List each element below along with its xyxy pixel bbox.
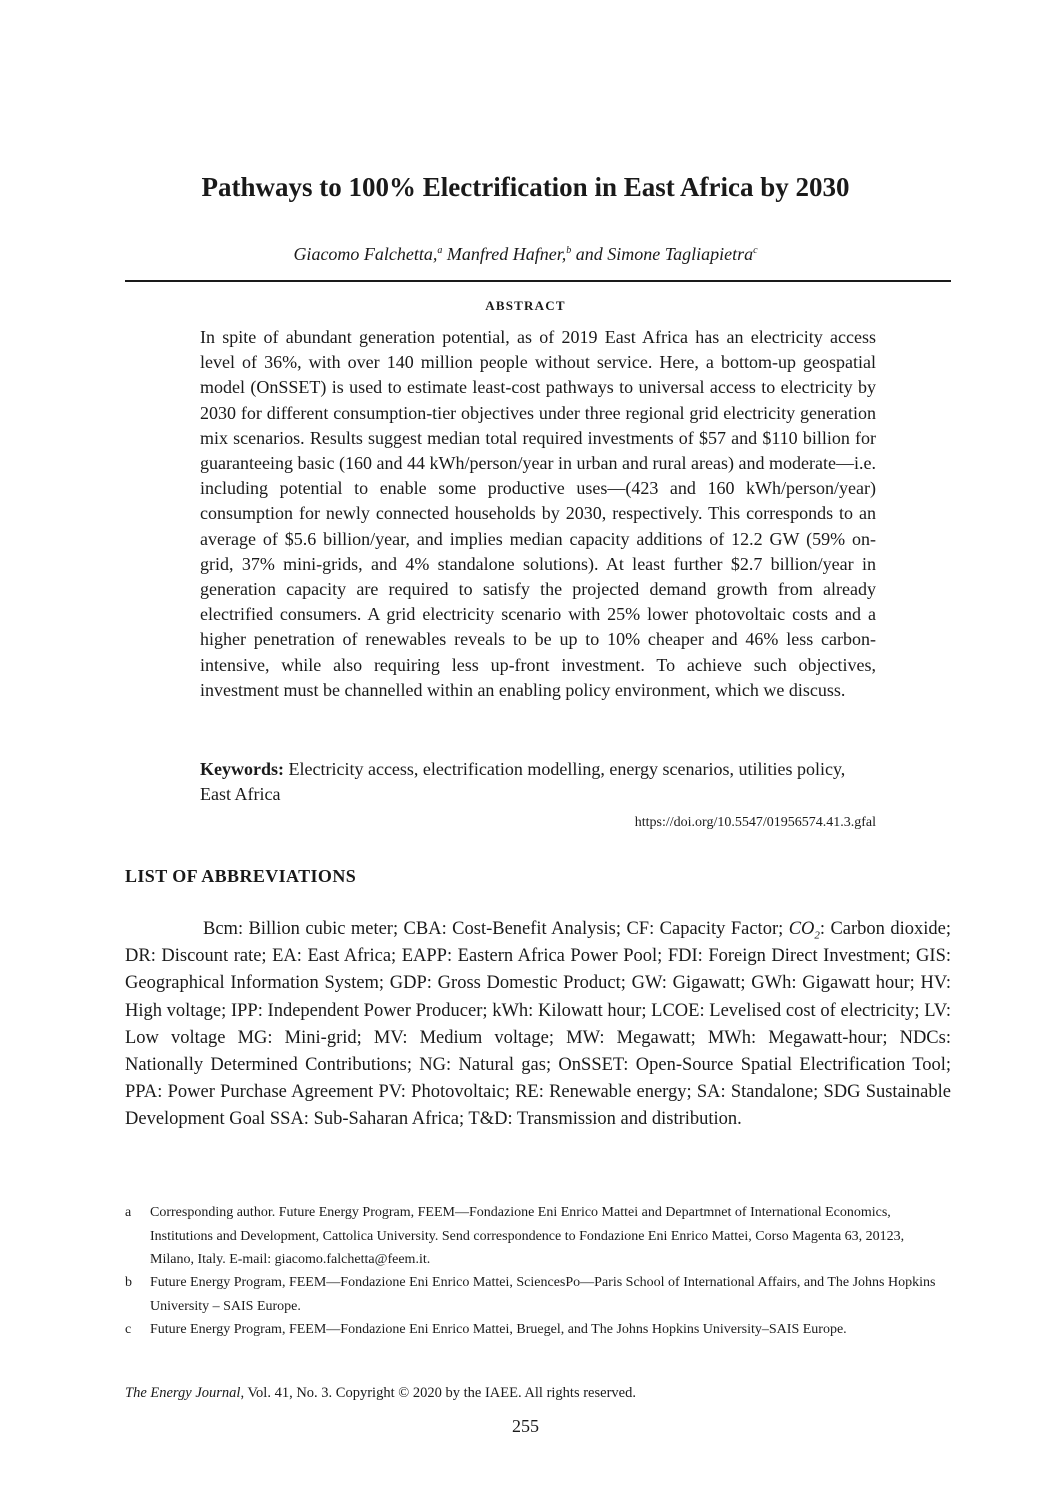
footnote-text: Future Energy Program, FEEM—Fondazione Eni Enrico Mattei, Bruegel, and The Johns Hopkins University–SAIS Europe. xyxy=(150,1322,847,1337)
author-name: Giacomo Falchetta, xyxy=(293,244,438,264)
footnote-b xyxy=(125,1271,951,1318)
paper-title: Pathways to 100% Electrification in East Africa by 2030 xyxy=(201,172,850,202)
footnote-c xyxy=(125,1318,951,1342)
author-affiliation-mark: a xyxy=(437,245,443,256)
keywords-paragraph xyxy=(200,757,876,807)
footnote-mark: b xyxy=(125,1275,132,1290)
abbreviations-text-part: : Carbon dioxide; DR: Discount rate; EA: East Africa; EAPP: Eastern Africa Power Pool; FDI: Foreign Direct Investment; GIS: Geographical Information System; GDP: Gross Domestic Product; GW: Gigawatt; GWh: Gigawatt hour; HV: High voltage; IPP: Independent Power Producer; kWh: Kilowatt hour; LCOE: Levelised cost of electricity; LV: Low voltage MG: Mini-grid; MV: Medium voltage; MW: Megawatt; MWh: Megawatt-hour; NDCs: Nationally Determined Contributions; NG: Natural gas; OnSSET: Open-Source Spatial Electrification Tool; PPA: Power Purchase Agreement PV: Photovoltaic; RE: Renewable energy; SA: Standalone; SDG Sustainable Development Goal SSA: Sub-Saharan Africa; T&D: Transmission and distribution. xyxy=(125,919,951,1130)
co2-subscript: 2 xyxy=(814,929,820,942)
abbreviations-paragraph xyxy=(125,916,951,1134)
header-divider xyxy=(125,280,951,282)
keywords-list: Electricity access, electrification modelling, energy scenarios, utilities policy, East Africa xyxy=(200,759,846,805)
section-heading-abbreviations: LIST OF ABBREVIATIONS xyxy=(125,866,357,886)
doi-link[interactable]: https://doi.org/10.5547/01956574.41.3.gfal xyxy=(634,815,876,830)
abstract-text: In spite of abundant generation potential, as of 2019 East Africa has an electricity access level of 36%, with over 140 million people without service. Here, a bottom-up geospatial model (OnSSET) is used to estimate least-cost pathways to universal access to electricity by 2030 for different consumption-tier objectives under three regional grid electricity generation mix scenarios. Results suggest median total required investments of $57 and $110 billion for guaranteeing basic (160 and 44 kWh/person/year in urban and rural areas) and moderate—i.e. including potential to enable some productive uses—(423 and 160 kWh/person/year) consumption for newly connected households by 2030, respectively. This corresponds to an average of $5.6 billion/year, and implies median capacity additions of 12.2 GW (59% on-grid, 37% mini-grids, and 4% standalone solutions). At least further $2.7 billion/year in generation capacity are required to satisfy the projected demand growth from already electrified consumers. A grid electricity scenario with 25% lower photovoltaic costs and a higher penetration of renewables reveals to be up to 10% cheaper and 46% less carbon-intensive, while also requiring less up-front investment. To achieve such objectives, investment must be channelled within an enabling policy environment, which we discuss. xyxy=(200,327,876,700)
page-number: 255 xyxy=(512,1416,539,1436)
footnote-mark: c xyxy=(125,1322,132,1337)
footnote-text: Corresponding author. Future Energy Program, FEEM—Fondazione Eni Enrico Mattei and Departmnet of International Economics, Institutions and Development, Cattolica University. Send correspondence to Fondazione Eni Enrico Mattei, Corso Magenta 63, 20123, Milano, Italy. E-mail: giacomo.falchetta@feem.it. xyxy=(150,1205,905,1267)
author-name: Manfred Hafner, xyxy=(446,244,567,264)
keywords-label: Keywords: xyxy=(200,759,284,779)
footnote-a xyxy=(125,1201,951,1272)
abstract-heading: ABSTRACT xyxy=(485,298,566,313)
footnote-mark: a xyxy=(125,1205,132,1220)
journal-name: The Energy Journal xyxy=(125,1385,241,1401)
co2-symbol xyxy=(788,919,820,942)
journal-citation xyxy=(125,1385,951,1402)
author-affiliation-mark: b xyxy=(566,245,572,256)
co2-base: CO xyxy=(788,919,815,939)
author-name: and Simone Tagliapietra xyxy=(575,244,754,264)
abbreviations-text-part: Bcm: Billion cubic meter; CBA: Cost-Benefit Analysis; CF: Capacity Factor; xyxy=(203,919,789,939)
journal-details: , Vol. 41, No. 3. Copyright © 2020 by the IAEE. All rights reserved. xyxy=(240,1385,636,1401)
footnote-text: Future Energy Program, FEEM—Fondazione Eni Enrico Mattei, SciencesPo—Paris School of International Affairs, and The Johns Hopkins University – SAIS Europe. xyxy=(150,1275,936,1314)
author-line xyxy=(0,244,1051,265)
author-affiliation-mark: c xyxy=(753,245,758,256)
